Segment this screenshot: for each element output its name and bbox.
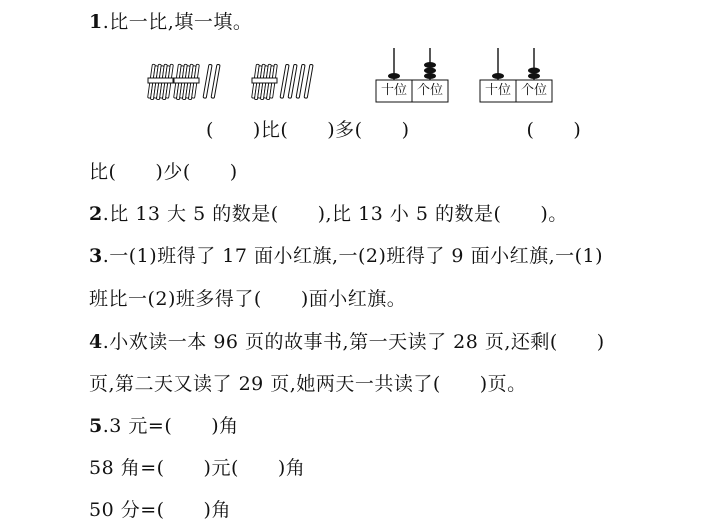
abacus1-ones-label: 个位 [416, 83, 443, 98]
q1-second-line: 比( )少( ) [89, 161, 238, 183]
right-single-stick [296, 64, 305, 98]
abacus-left-tens-bead [388, 73, 400, 79]
q1-figure [0, 0, 701, 120]
q5-text-line1: .3 元=( )角 [102, 415, 239, 437]
right-single-stick [280, 64, 289, 98]
left-bundle-of-ten [174, 64, 200, 100]
q5-line3: 50 分=( )角 [89, 499, 231, 521]
q1-title-text: .比一比,填一填。 [102, 11, 253, 33]
q1-compare-line: ( )比( )多( ) ( ) [206, 119, 582, 141]
q2-line [89, 202, 568, 226]
q3-line2: 班比一(2)班多得了( )面小红旗。 [89, 288, 407, 310]
abacus-right-tens-bead [492, 73, 504, 79]
abacus-left-ones-bead [424, 73, 436, 79]
right-single-stick [288, 64, 297, 98]
q5-line1 [89, 414, 239, 438]
q5-line2: 58 角=( )元( )角 [89, 457, 306, 479]
q4-line2: 页,第二天又读了 29 页,她两天一共读了( )页。 [89, 373, 527, 395]
q5-number: 5 [89, 415, 103, 437]
right-single-stick [304, 64, 313, 98]
q1-number: 1 [89, 11, 103, 33]
q3-text-line1: .一(1)班得了 17 面小红旗,一(2)班得了 9 面小红旗,一(1) [102, 245, 604, 267]
q4-line1 [89, 330, 605, 354]
abacus2-tens-label: 十位 [484, 83, 511, 98]
q4-number: 4 [89, 331, 103, 353]
abacus-left-ones-bead [424, 62, 436, 68]
right-bundle-of-ten [252, 64, 278, 100]
abacus-right-ones-bead [528, 73, 540, 79]
left-single-stick [203, 64, 212, 98]
abacus1-tens-label: 十位 [380, 83, 407, 98]
q4-text-line1: .小欢读一本 96 页的故事书,第一天读了 28 页,还剩( ) [102, 331, 605, 353]
abacus-right-ones-bead [528, 68, 540, 74]
abacus2-ones-label: 个位 [520, 83, 547, 98]
left-single-stick [211, 64, 220, 98]
abacus-left-ones-bead [424, 68, 436, 74]
q2-text: .比 13 大 5 的数是( ),比 13 小 5 的数是( )。 [102, 203, 568, 225]
q3-number: 3 [89, 245, 103, 267]
left-bundle-of-ten [148, 64, 174, 100]
q3-line1 [89, 244, 603, 268]
q2-number: 2 [89, 203, 103, 225]
